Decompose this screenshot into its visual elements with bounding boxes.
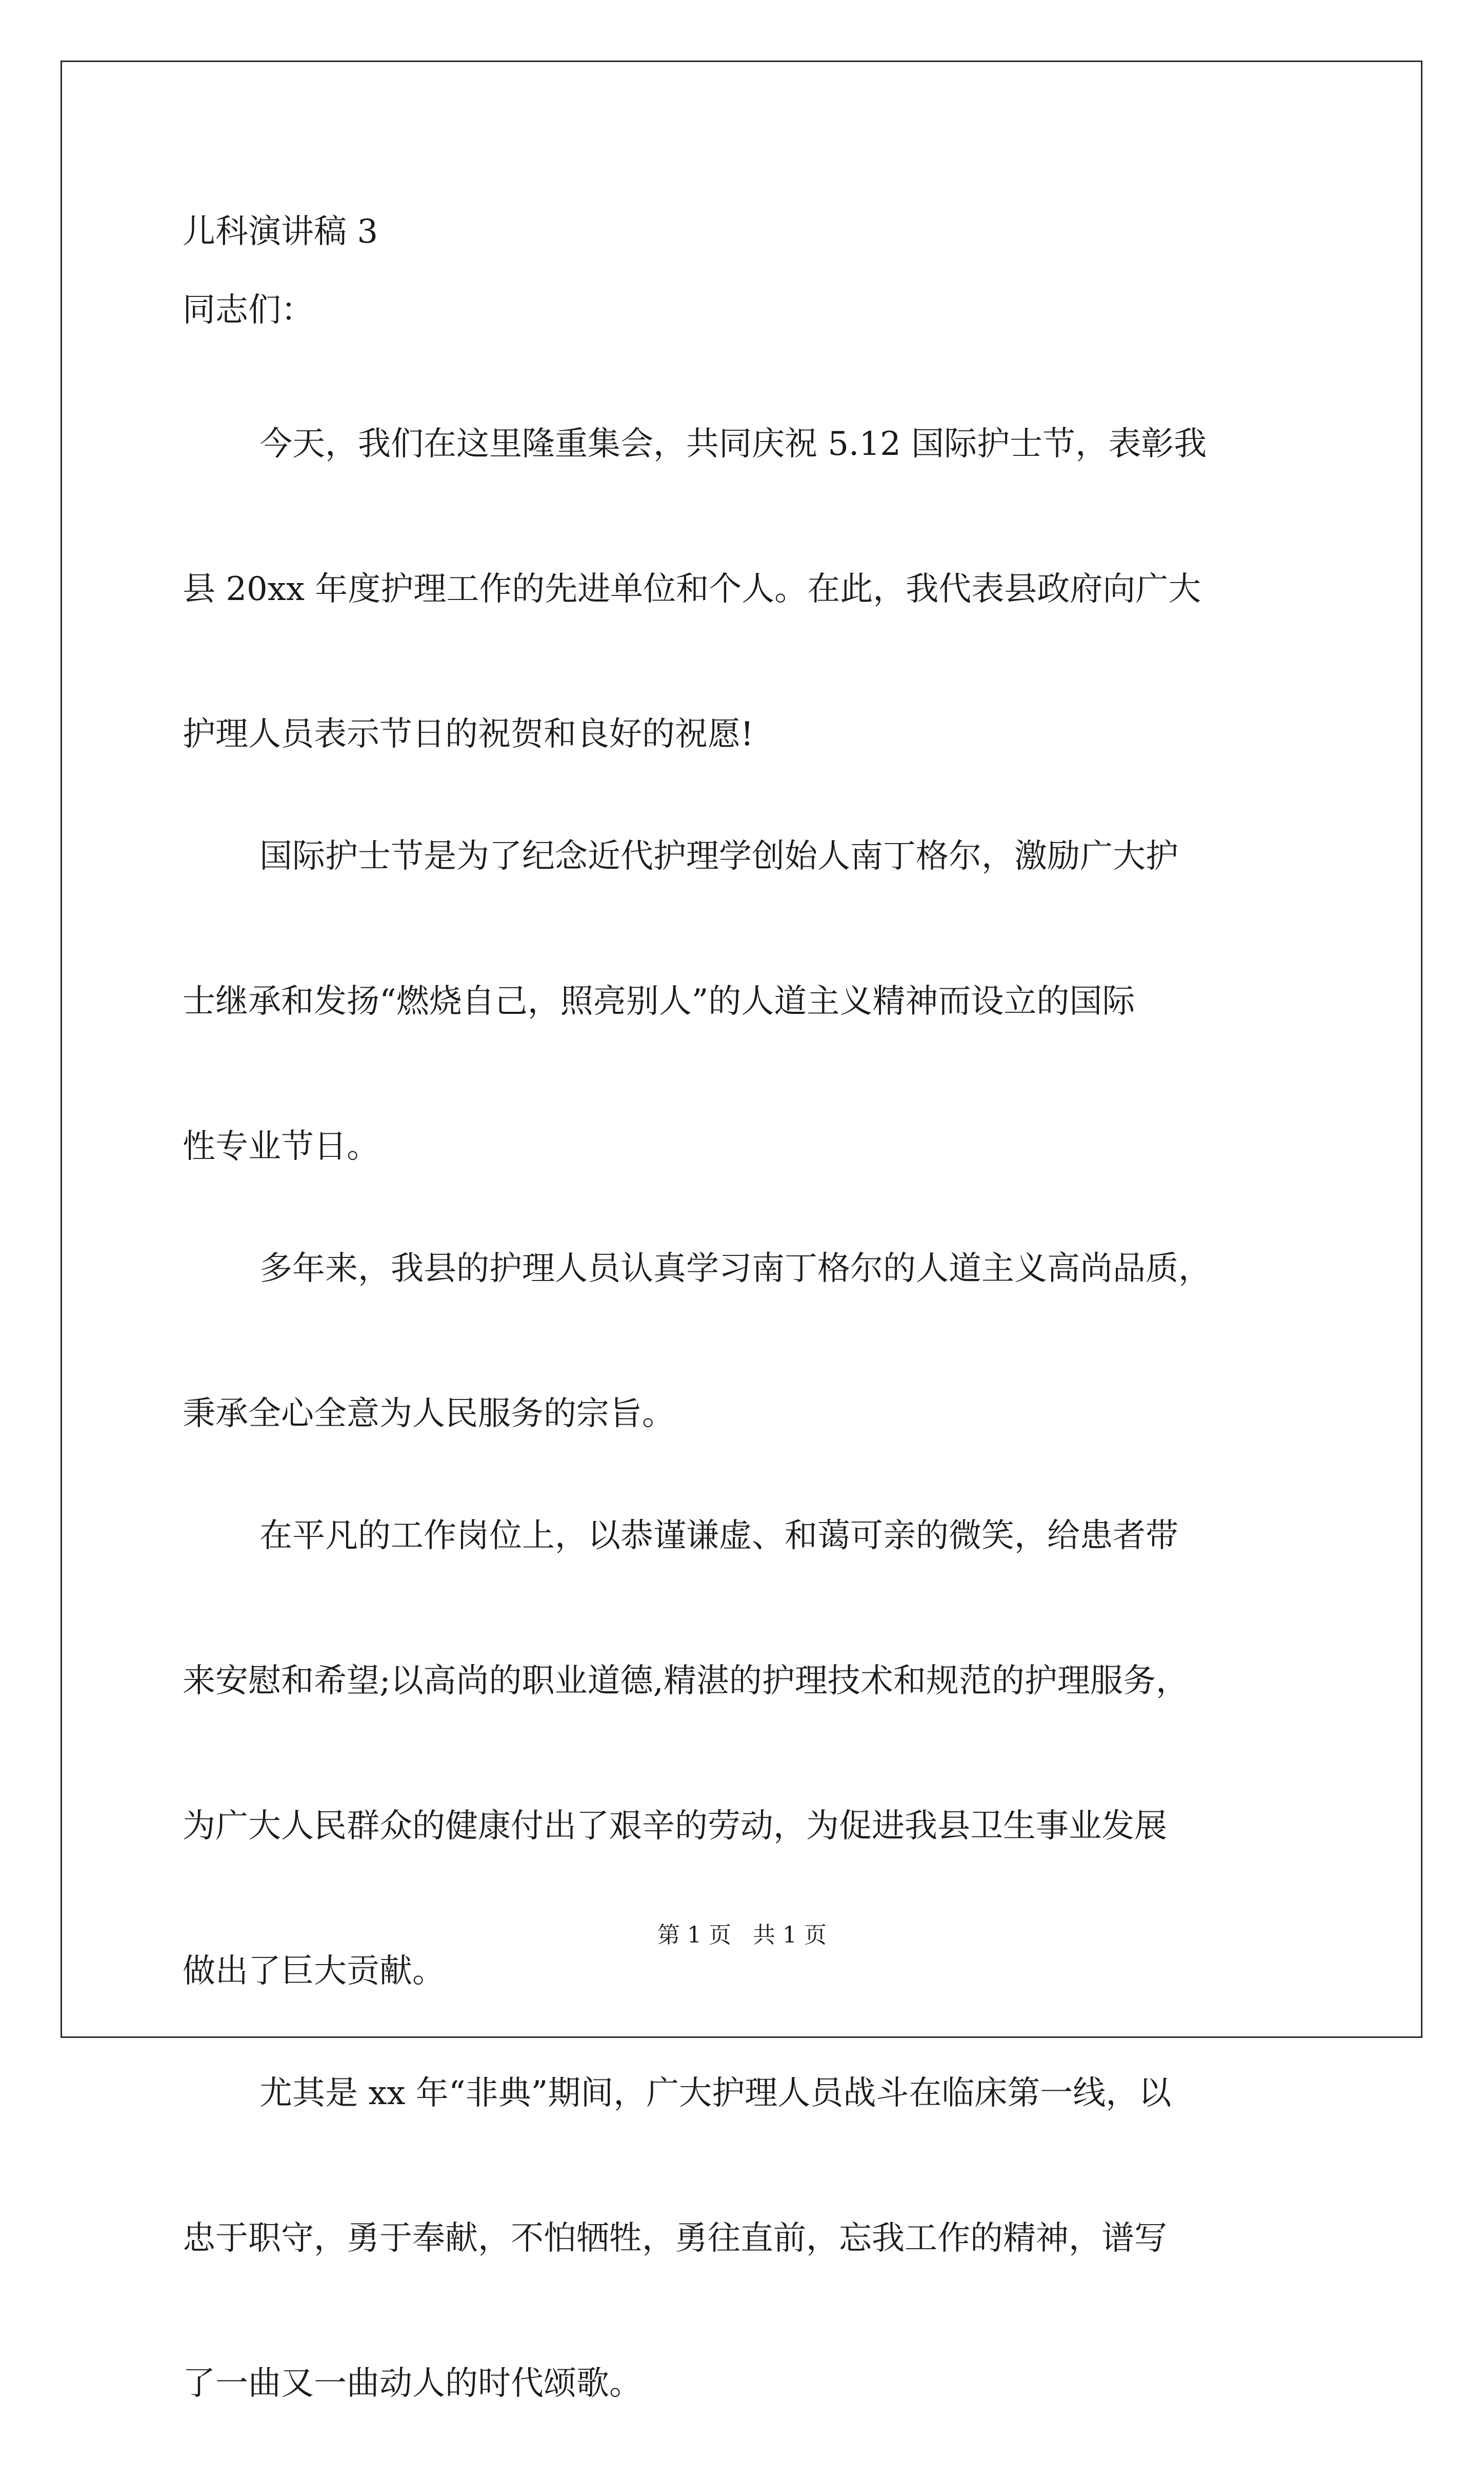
paragraph-line: 忠于职守，勇于奉献，不怕牺牲，勇往直前，忘我工作的精神，谱写	[183, 2219, 1167, 2257]
paragraph-line: 护理人员表示节日的祝贺和良好的祝愿!	[183, 715, 754, 753]
paragraph-2	[183, 831, 1311, 1172]
document-title: 儿科演讲稿 3	[183, 213, 378, 251]
paragraph-line: 了一曲又一曲动人的时代颂歌。	[183, 2365, 642, 2403]
paragraph-1	[183, 418, 1311, 760]
paragraph-line: 士继承和发扬“燃烧自己，照亮别人”的人道主义精神而设立的国际	[183, 983, 1135, 1021]
paragraph-line: 做出了巨大贡献。	[183, 1952, 445, 1990]
paragraph-5	[183, 2068, 1311, 2409]
paragraph-line: 在平凡的工作岗位上，以恭谨谦虚、和蔼可亲的微笑，给患者带	[259, 1517, 1178, 1555]
paragraph-line: 国际护士节是为了纪念近代护理学创始人南丁格尔，激励广大护	[259, 837, 1178, 875]
paragraph-line: 来安慰和希望;以高尚的职业道德,精湛的护理技术和规范的护理服务，	[183, 1662, 1189, 1700]
greeting: 同志们：	[183, 291, 314, 329]
paragraph-line: 今天，我们在这里隆重集会，共同庆祝 5.12 国际护士节，表彰我	[259, 425, 1207, 463]
paragraph-line: 多年来，我县的护理人员认真学习南丁格尔的人道主义高尚品质，	[259, 1250, 1211, 1288]
paragraph-line: 为广大人民群众的健康付出了艰辛的劳动，为促进我县卫生事业发展	[183, 1807, 1167, 1845]
paragraph-line: 秉承全心全意为人民服务的宗旨。	[183, 1395, 675, 1433]
paragraph-line: 尤其是 xx 年“非典”期间，广大护理人员战斗在临床第一线，以	[259, 2074, 1172, 2112]
page-footer: 第 1 页 共 1 页	[657, 1922, 827, 1948]
paragraph-line: 县 20xx 年度护理工作的先进单位和个人。在此，我代表县政府向广大	[183, 570, 1201, 608]
document-body	[183, 195, 1311, 2480]
paragraph-line: 性专业节日。	[183, 1128, 379, 1166]
paragraph-3	[183, 1243, 1311, 1439]
